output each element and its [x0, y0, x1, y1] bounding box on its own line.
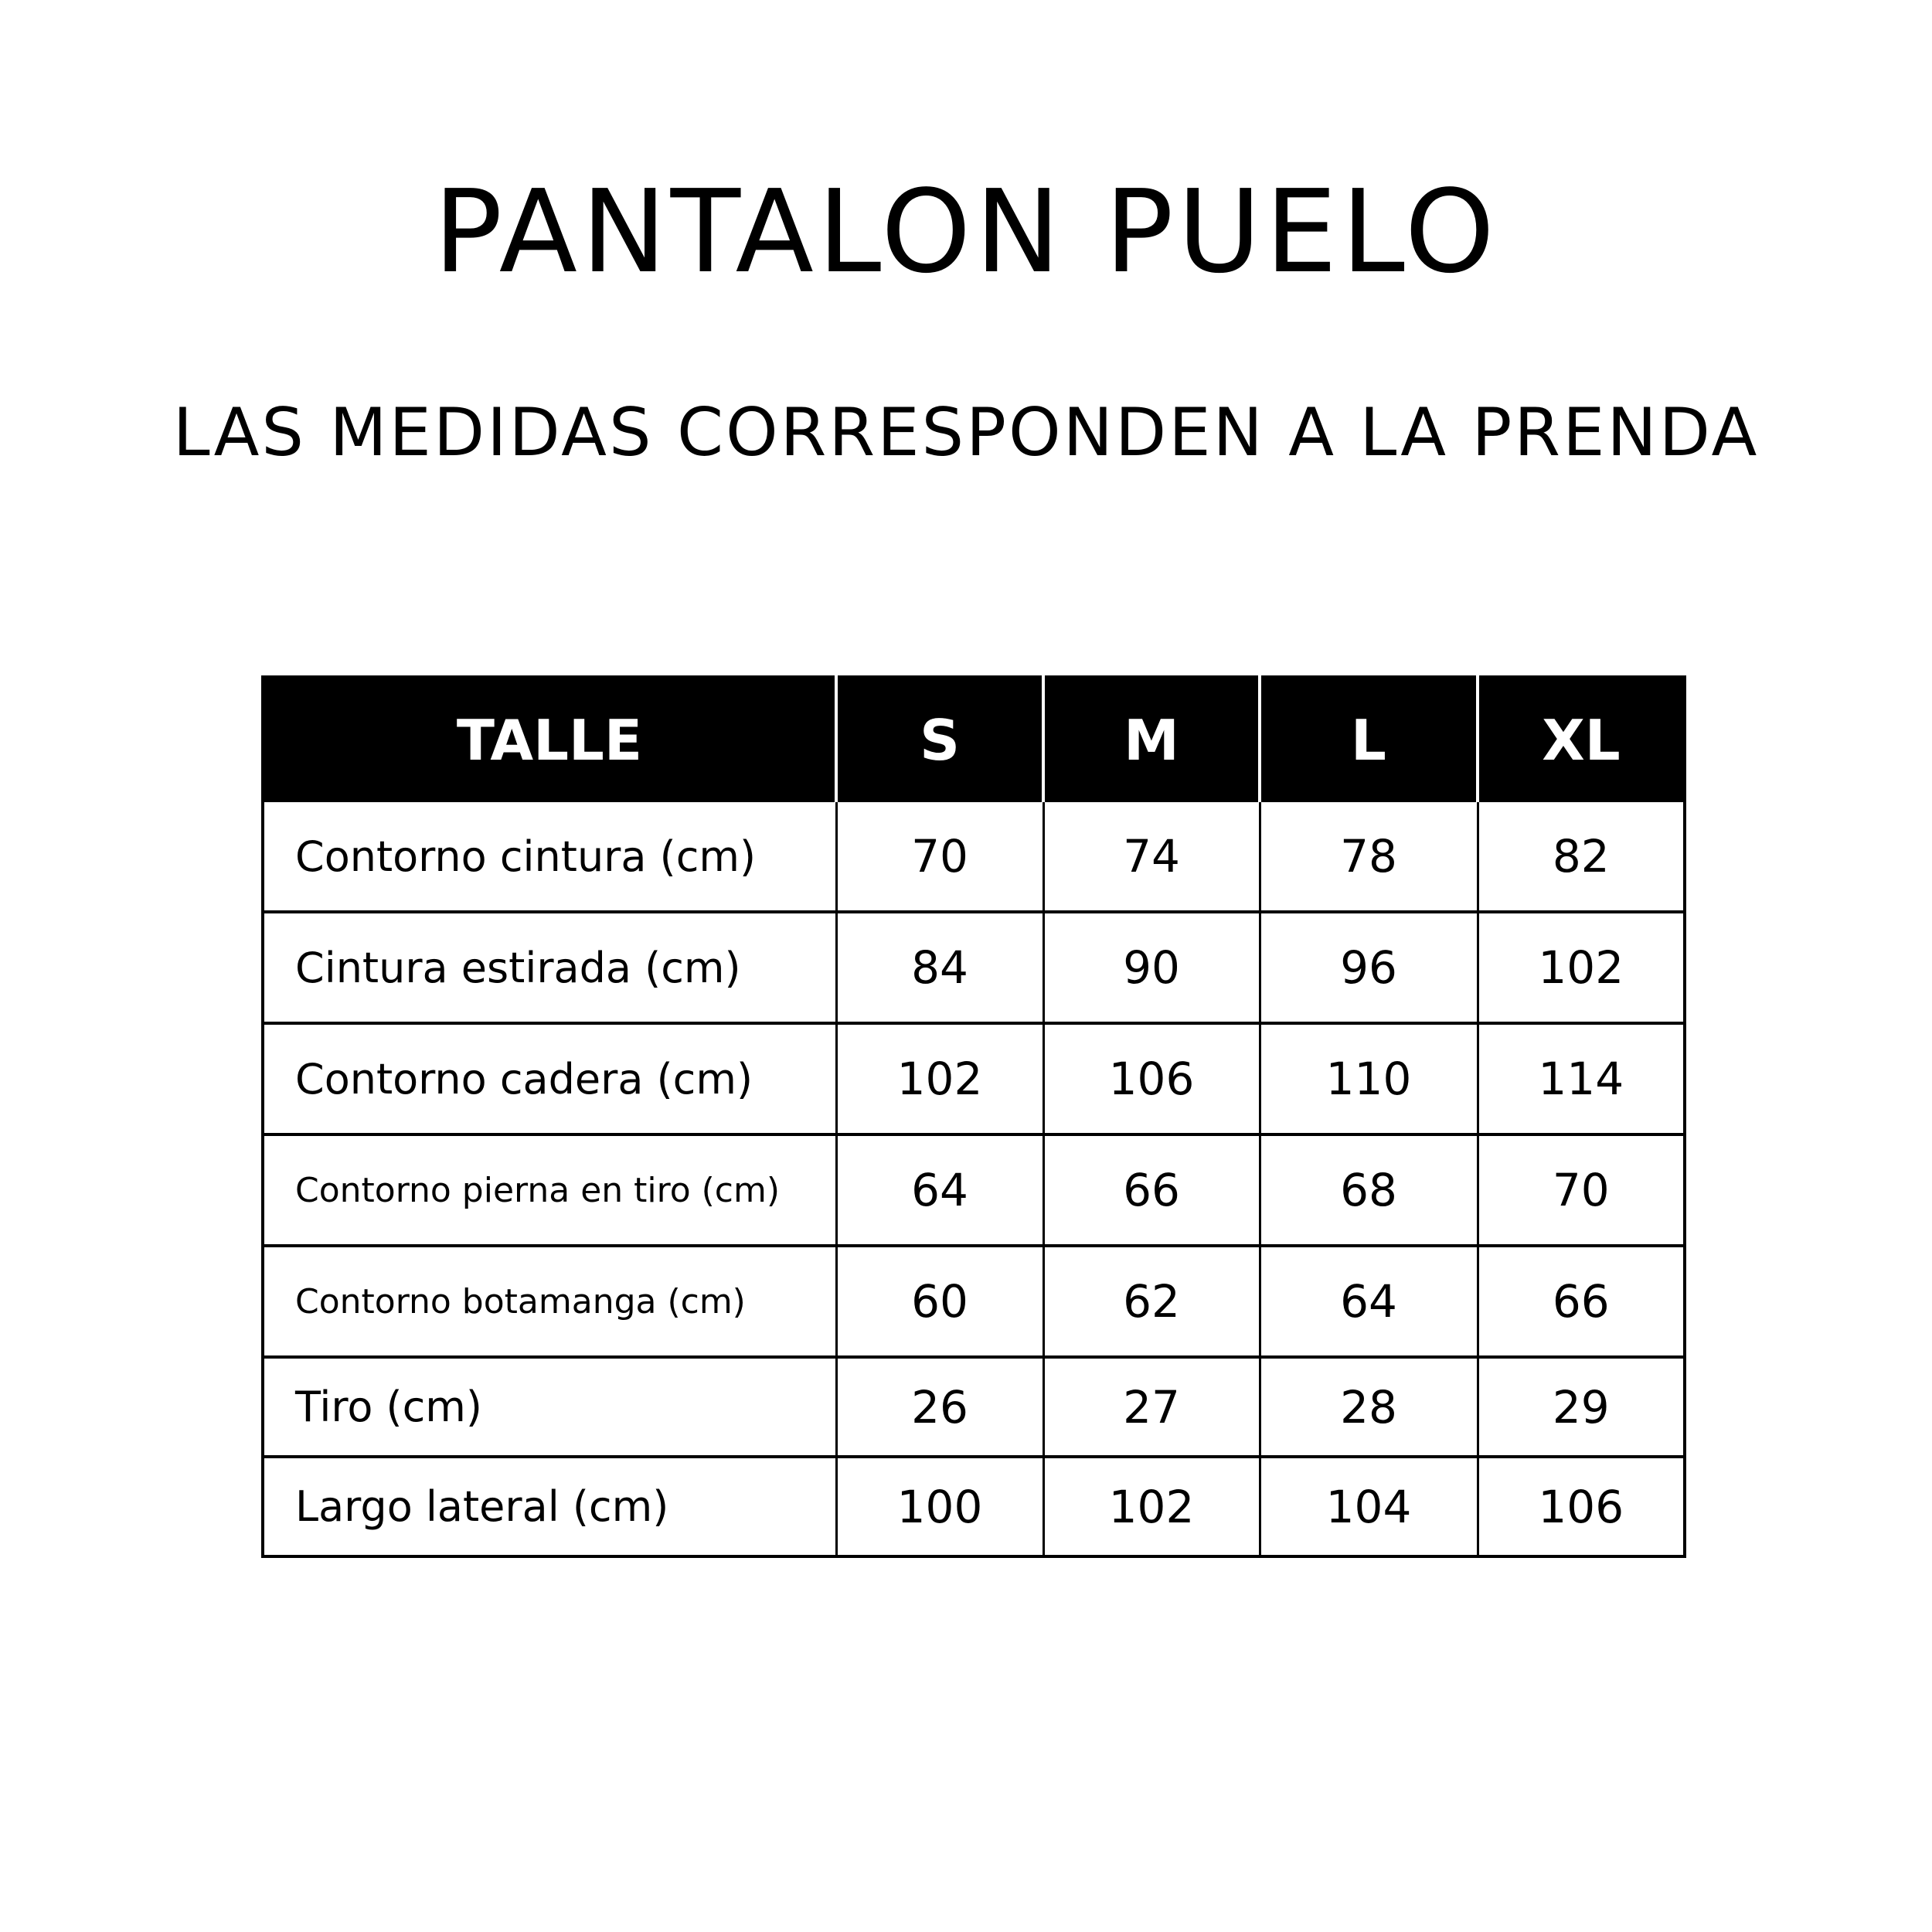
- row-label: Contorno pierna en tiro (cm): [263, 1134, 836, 1246]
- table-cell: 66: [1478, 1246, 1685, 1357]
- table-cell: 66: [1043, 1134, 1260, 1246]
- header-cell-l: L: [1260, 677, 1478, 802]
- table-cell: 102: [1478, 912, 1685, 1023]
- row-label: Contorno botamanga (cm): [263, 1246, 836, 1357]
- table-cell: 62: [1043, 1246, 1260, 1357]
- table-cell: 74: [1043, 802, 1260, 912]
- table-cell: 27: [1043, 1357, 1260, 1457]
- row-label: Contorno cadera (cm): [263, 1023, 836, 1134]
- table-cell: 106: [1043, 1023, 1260, 1134]
- table-cell: 114: [1478, 1023, 1685, 1134]
- page-title: PANTALON PUELO: [433, 165, 1499, 298]
- table-row: [263, 1357, 1685, 1457]
- row-label: Largo lateral (cm): [263, 1457, 836, 1556]
- table-cell: 90: [1043, 912, 1260, 1023]
- table-cell: 64: [1260, 1246, 1478, 1357]
- table-row: [263, 912, 1685, 1023]
- table-cell: 60: [836, 1246, 1043, 1357]
- table-row: [263, 1246, 1685, 1357]
- header-cell-talle: TALLE: [263, 677, 836, 802]
- table-cell: 106: [1478, 1457, 1685, 1556]
- row-label: Cintura estirada (cm): [263, 912, 836, 1023]
- header-cell-xl: XL: [1478, 677, 1685, 802]
- table-row: [263, 1134, 1685, 1246]
- table-cell: 29: [1478, 1357, 1685, 1457]
- table-cell: 64: [836, 1134, 1043, 1246]
- table-cell: 96: [1260, 912, 1478, 1023]
- table-cell: 70: [836, 802, 1043, 912]
- table-cell: 84: [836, 912, 1043, 1023]
- table-cell: 78: [1260, 802, 1478, 912]
- table-cell: 102: [1043, 1457, 1260, 1556]
- table-cell: 82: [1478, 802, 1685, 912]
- header-cell-m: M: [1043, 677, 1260, 802]
- table-cell: 28: [1260, 1357, 1478, 1457]
- table-cell: 110: [1260, 1023, 1478, 1134]
- table-cell: 100: [836, 1457, 1043, 1556]
- table-row: [263, 1457, 1685, 1556]
- table-cell: 70: [1478, 1134, 1685, 1246]
- row-label: Tiro (cm): [263, 1357, 836, 1457]
- table-cell: 26: [836, 1357, 1043, 1457]
- table-row: [263, 802, 1685, 912]
- size-chart-table: [261, 675, 1686, 1558]
- table-cell: 68: [1260, 1134, 1478, 1246]
- table-cell: 104: [1260, 1457, 1478, 1556]
- header-cell-s: S: [836, 677, 1043, 802]
- table-cell: 102: [836, 1023, 1043, 1134]
- table-row: [263, 1023, 1685, 1134]
- page-subtitle: LAS MEDIDAS CORRESPONDEN A LA PRENDA: [172, 394, 1760, 471]
- table-header-row: [263, 677, 1685, 802]
- row-label: Contorno cintura (cm): [295, 832, 757, 881]
